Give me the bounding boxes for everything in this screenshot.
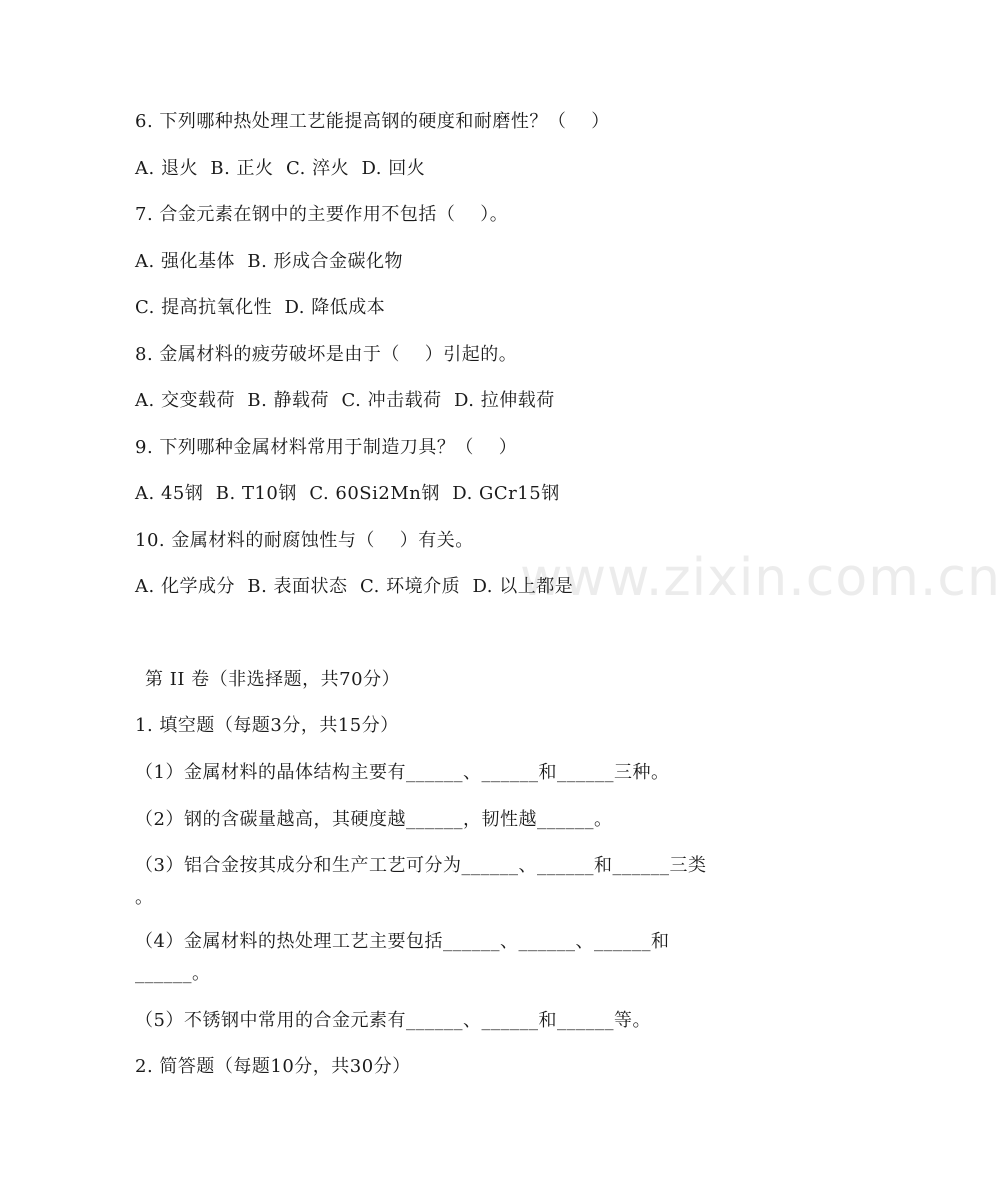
question-8: 8. 金属材料的疲劳破坏是由于（ ）引起的。 (135, 344, 518, 365)
question-7: 7. 合金元素在钢中的主要作用不包括（ ）。 (135, 204, 509, 225)
question-9: 9. 下列哪种金属材料常用于制造刀具？（ ） (135, 437, 518, 458)
question-7-options-1: A. 强化基体 B. 形成合金碳化物 (135, 251, 404, 272)
section-2-title: 第 II 卷（非选择题，共70分） (145, 669, 401, 690)
question-8-options: A. 交变载荷 B. 静载荷 C. 冲击载荷 D. 拉伸载荷 (135, 390, 555, 411)
fill-blank-item-2: （2）钢的含碳量越高，其硬度越______，韧性越______。 (135, 809, 613, 830)
fill-blank-item-5: （5）不锈钢中常用的合金元素有______、______和______等。 (135, 1010, 651, 1031)
question-6: 6. 下列哪种热处理工艺能提高钢的硬度和耐磨性？（ ） (135, 111, 610, 132)
watermark: www.zixin.com.cn (520, 548, 1001, 608)
question-10-options: A. 化学成分 B. 表面状态 C. 环境介质 D. 以上都是 (135, 576, 574, 597)
fill-blank-item-4-cont: ______。 (135, 963, 211, 984)
question-7-options-2: C. 提高抗氧化性 D. 降低成本 (135, 297, 386, 318)
question-9-options: A. 45钢 B. T10钢 C. 60Si2Mn钢 D. GCr15钢 (135, 483, 560, 504)
fill-blank-item-1: （1）金属材料的晶体结构主要有______、______和______三种。 (135, 762, 670, 783)
fill-blank-item-3-cont: 。 (135, 887, 154, 908)
question-10: 10. 金属材料的耐腐蚀性与（ ）有关。 (135, 530, 474, 551)
question-6-options: A. 退火 B. 正火 C. 淬火 D. 回火 (135, 158, 426, 179)
short-answer-heading: 2. 简答题（每题10分，共30分） (135, 1056, 411, 1077)
fill-blank-item-4: （4）金属材料的热处理工艺主要包括______、______、______和 (135, 931, 670, 952)
fill-blank-heading: 1. 填空题（每题3分，共15分） (135, 715, 399, 736)
fill-blank-item-3: （3）铝合金按其成分和生产工艺可分为______、______和______三类 (135, 855, 707, 876)
